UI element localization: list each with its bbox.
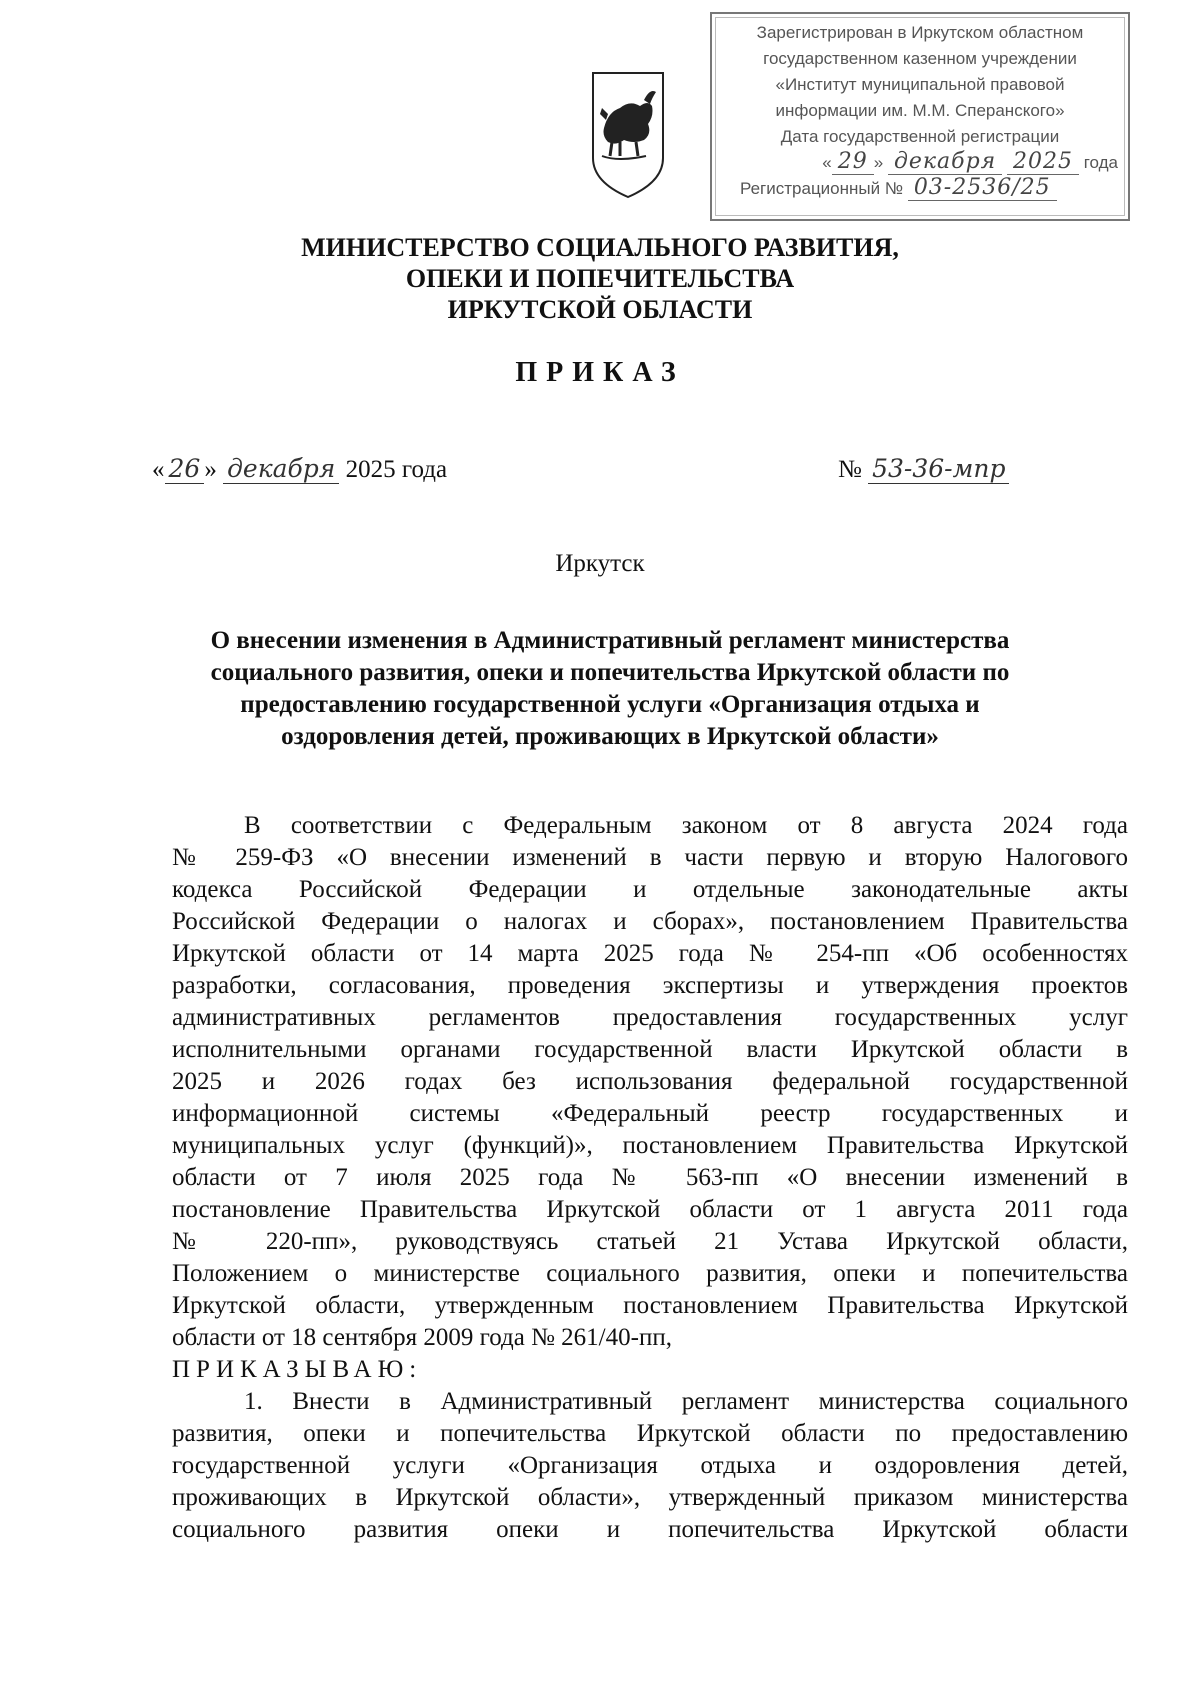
body-line: области от 18 сентября 2009 года № 261/40-пп, (172, 1324, 672, 1351)
order-title: ПРИКАЗ (515, 357, 685, 388)
body-line: 2025 и 2026 годах без использования федеральной государственной (172, 1068, 1128, 1095)
date-month: декабря (223, 455, 339, 484)
ministry-line: ИРКУТСКОЙ ОБЛАСТИ (447, 295, 753, 324)
date-year: 2025 года (345, 456, 448, 483)
item-line: развития, опеки и попечительства Иркутской области по предоставлению (172, 1420, 1128, 1447)
item-line: государственной услуги «Организация отдыха и оздоровления детей, (172, 1452, 1128, 1479)
stamp-date-day: 29 (832, 150, 874, 175)
stamp-reg-label: Регистрационный № (740, 179, 904, 198)
item-line: социального развития опеки и попечительства Иркутской области (172, 1516, 1128, 1543)
stamp-reg-row (712, 176, 1128, 202)
item-line: проживающих в Иркутской области», утвержденный приказом министерства (172, 1484, 1128, 1511)
ministry-line: МИНИСТЕРСТВО СОЦИАЛЬНОГО РАЗВИТИЯ, (301, 233, 899, 262)
ministry-line: ОПЕКИ И ПОПЕЧИТЕЛЬСТВА (405, 264, 795, 293)
order-word: ПРИКАЗЫВАЮ: (172, 1356, 423, 1383)
body-line: разработки, согласования, проведения экспертизы и утверждения проектов (172, 972, 1128, 999)
body-line: области от 7 июля 2025 года № 563-пп «О внесении изменений в (172, 1164, 1128, 1191)
stamp-date-month: декабря (888, 150, 1002, 175)
registration-stamp (710, 12, 1130, 221)
body-line: Положением о министерстве социального развития, опеки и попечительства (172, 1260, 1128, 1287)
stamp-reg-number: 03-2536/25 (908, 176, 1057, 201)
document-body (172, 810, 1128, 1546)
order-number (838, 455, 1009, 484)
body-line: кодекса Российской Федерации и отдельные законодательные акты (172, 876, 1128, 903)
order-date (152, 455, 447, 484)
number-value: 53-36-мпр (868, 455, 1009, 484)
stamp-line: государственном казенном учреждении (763, 49, 1077, 68)
number-label: № (838, 456, 862, 483)
body-line: исполнительными органами государственной власти Иркутской области в (172, 1036, 1128, 1063)
stamp-line: Дата государственной регистрации (780, 127, 1060, 146)
body-line: постановление Правительства Иркутской области от 1 августа 2011 года (172, 1196, 1128, 1223)
body-line: № 259-ФЗ «О внесении изменений в части первую и вторую Налогового (172, 844, 1128, 871)
title-line: оздоровления детей, проживающих в Иркутской области» (281, 723, 939, 750)
item-line: 1. Внести в Административный регламент министерства социального (244, 1388, 1128, 1415)
date-day: 26 (165, 455, 205, 484)
stamp-line: «Институт муниципальной правовой (775, 75, 1065, 94)
title-line: социального развития, опеки и попечительства Иркутской области по (210, 659, 1010, 686)
coat-of-arms-icon (590, 70, 666, 200)
stamp-date-year: 2025 (1007, 150, 1079, 175)
stamp-line: Зарегистрирован в Иркутском областном (756, 23, 1084, 42)
body-line: Российской Федерации о налогах и сборах», постановлением Правительства (172, 908, 1128, 935)
date-open: « (152, 456, 165, 483)
stamp-date-mid: » (873, 153, 884, 172)
body-line: № 220-пп», руководствуясь статьей 21 Устава Иркутской области, (172, 1228, 1128, 1255)
body-line: административных регламентов предоставления государственных услуг (172, 1004, 1128, 1031)
stamp-line: информации им. М.М. Сперанского» (775, 101, 1065, 120)
stamp-date-suffix: года (1083, 153, 1118, 172)
stamp-date-row (712, 150, 1128, 176)
ministry-header (0, 232, 1200, 325)
title-line: О внесении изменения в Административный регламент министерства (210, 627, 1010, 654)
stamp-date-open: « (822, 153, 832, 172)
body-line: Иркутской области от 14 марта 2025 года № 254-пп «Об особенностях (172, 940, 1128, 967)
body-line: Иркутской области, утвержденным постановлением Правительства Иркутской (172, 1292, 1128, 1319)
date-close: » (204, 456, 217, 483)
city: Иркутск (555, 550, 645, 577)
body-line: информационной системы «Федеральный реестр государственных и (172, 1100, 1128, 1127)
body-line: В соответствии с Федеральным законом от 8 августа 2024 года (244, 812, 1128, 839)
title-line: предоставлению государственной услуги «Организация отдыха и (240, 691, 980, 718)
document-title (180, 625, 1040, 753)
body-line: муниципальных услуг (функций)», постановлением Правительства Иркутской (172, 1132, 1128, 1159)
